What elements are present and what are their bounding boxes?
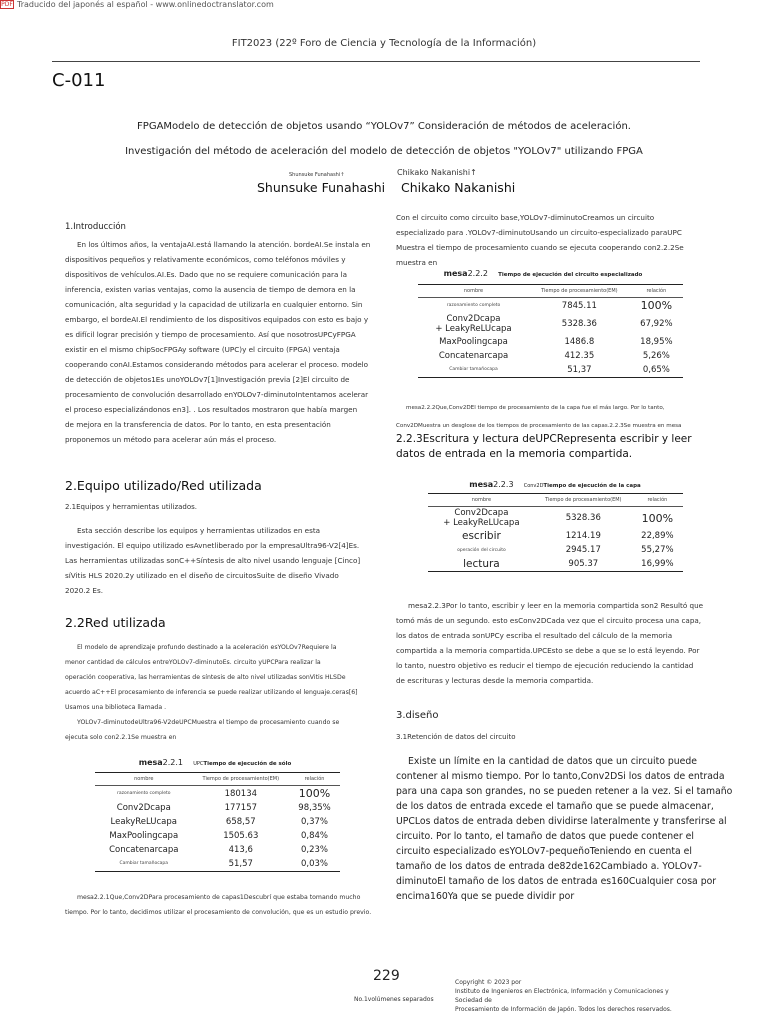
- text-line: comunicación, alta seguridad y la capacidad de utilizarla en cualquier entorno. Sin: [65, 300, 363, 309]
- text-line: procesamiento de convolución desarrollado enYOLOv7-diminutoIntentamos acelerar: [65, 390, 369, 399]
- table-cell-name: Cambiar tamañocapa: [449, 367, 498, 373]
- table-cell-ratio: 98,35%: [298, 803, 331, 813]
- text-line: contener al mismo tiempo. Por lo tanto,Conv2DSi los datos de entrada: [396, 771, 725, 782]
- section22-paragraph: [65, 640, 385, 715]
- table-row: [418, 313, 683, 335]
- table1: [95, 772, 340, 872]
- text-line: 2020.2 Es.: [65, 586, 104, 595]
- table-cell-time: 51,37: [567, 364, 592, 375]
- table-cell-ratio: 0,84%: [301, 831, 329, 841]
- table-cell-time: 51,57: [228, 858, 253, 869]
- table2: [418, 284, 683, 378]
- section21-paragraph: [65, 523, 385, 598]
- text-line: especializado para .YOLOv7-diminutoUsando un circuito-especializado paraUPC: [396, 228, 682, 237]
- table-cell-name: LeakyReLUcapa: [110, 817, 177, 827]
- header-divider: [52, 61, 700, 62]
- text-line: investigación. El equipo utilizado esAvnetliberado por la empresaUltra96-V2[4]Es.: [65, 541, 360, 550]
- text-line: El modelo de aprendizaje profundo destinado a la aceleración esYOLOv7Requiere la: [77, 644, 337, 651]
- table-row: [418, 349, 683, 363]
- text-line: proponemos un método para acelerar aún más el proceso.: [65, 435, 277, 444]
- table3-caption: [425, 480, 685, 489]
- table-cell-time: 5328.36: [565, 513, 601, 523]
- table1-caption: [95, 758, 335, 767]
- paper-code: C-011: [52, 70, 106, 91]
- text-line: circuito especializado esYOLOv7-pequeñoTeniendo en cuenta el: [396, 846, 692, 857]
- table2-body: [418, 298, 683, 378]
- volume-note: No.1volúmenes separados: [354, 996, 434, 1003]
- table-cell-time: 658,57: [225, 817, 256, 827]
- text-line: es difícil lograr precisión y tiempo de procesamiento. Así que nosotrosUPCyFPGA: [65, 330, 356, 339]
- table-cell-name: MaxPoolingcapa: [439, 337, 508, 347]
- text-line: Muestra el tiempo de procesamiento cuando se ejecuta cooperando con2.2.2Se: [396, 243, 684, 252]
- table-row: [95, 843, 340, 857]
- table-cell-name: Conv2Dcapa: [116, 803, 171, 813]
- table-cell-ratio: 55,27%: [641, 545, 674, 555]
- table-header-cell: relación: [646, 288, 667, 294]
- table-cell-time: 180134: [224, 788, 258, 799]
- text-line: el proceso especializándonos en3]. . Los resultados mostraron que había margen: [65, 405, 358, 414]
- table-cell-ratio: 5,26%: [642, 351, 670, 361]
- table-cell-ratio: 0,23%: [301, 845, 329, 855]
- text-line: muestra en: [396, 258, 438, 267]
- table-cell-time: 412.35: [564, 351, 595, 361]
- table-header-cell: Tiempo de procesamiento(EM): [545, 497, 622, 503]
- text-line: existir en el mismo chipSocFPGAy software (UPC)y el circuito (FPGA) ventaja: [65, 345, 340, 354]
- copyright-line2: Instituto de Ingenieros en Electrónica, Información y Comunicaciones y Sociedad de: [455, 988, 669, 1004]
- table-row: [428, 557, 683, 572]
- table-cell-time: 1505.63: [223, 831, 259, 841]
- text-line: de detección de objetos1Es unoYOLOv7[1]Investigación previa [2]El circuito de: [65, 375, 350, 384]
- table-cell-ratio: 0,65%: [642, 364, 670, 375]
- text-line: lo tanto, nuestro objetivo es reducir el tiempo de ejecución reduciendo la cantidad: [396, 661, 694, 670]
- text-line: encima160Ya que se puede dividir por: [396, 891, 575, 902]
- table3: [428, 493, 683, 572]
- after-table2-line2: Conv2DMuestra un desglose de los tiempos de procesamiento de las capas.2.2.3Se muestra en mesa: [396, 423, 682, 429]
- table-cell-ratio: 18,95%: [640, 337, 673, 347]
- text-line: tomó más de un segundo. esto esConv2DCada vez que el circuito procesa una capa,: [396, 616, 702, 625]
- table-cell-ratio: 100%: [641, 511, 674, 525]
- table-cell-name: Concatenarcapa: [109, 845, 179, 855]
- table1-caption-mesa: mesa: [138, 758, 163, 767]
- intro-paragraph: [65, 237, 385, 447]
- after-table2-big: 2.2.3Escritura y lectura deUPCRepresenta escribir y leer datos de entrada en la memoria compartida.: [396, 433, 692, 460]
- table-header-cell: nombre: [134, 776, 154, 782]
- table-cell-name: razonamiento completo: [446, 303, 501, 308]
- table-cell-ratio: 0,03%: [301, 858, 329, 869]
- page-number: 229: [373, 968, 400, 984]
- translator-logo-icon: PDF: [1, 1, 13, 8]
- after-table2-line1: mesa2.2.2Que,Conv2DEl tiempo de procesamiento de la capa fue el más largo. Por lo tanto,: [406, 405, 665, 411]
- table-cell-time: 7845.11: [561, 300, 597, 311]
- conference-header: FIT2023 (22º Foro de Ciencia y Tecnología de la Información): [231, 38, 537, 49]
- table-cell-time: 905.37: [568, 559, 599, 569]
- text-line: Usamos una biblioteca llamada .: [65, 704, 167, 711]
- table3-caption-num: 2.2.3: [493, 480, 514, 489]
- table-row: [428, 543, 683, 557]
- text-line: mesa2.2.1Que,Conv2DPara procesamiento de capas1Descubrí que estaba tomando mucho: [77, 894, 361, 901]
- table1-caption-num: 2.2.1: [162, 758, 184, 767]
- table1-body: [95, 786, 340, 872]
- table2-header-row: [418, 285, 683, 298]
- table-cell-time: 5328.36: [561, 319, 597, 329]
- table-cell-name: razonamiento completo: [117, 791, 171, 796]
- table-cell-ratio: 0,37%: [301, 817, 329, 827]
- table-row: [95, 801, 340, 815]
- text-line: síVitis HLS 2020.2y utilizado en el diseño de circuitosSuite de diseño Vivado: [65, 571, 339, 580]
- table-cell-ratio: 22,89%: [641, 531, 674, 541]
- section31-paragraph: [396, 754, 733, 904]
- text-line: dispositivos de vehículos.AI.Es. Dado que no se requiere comunicación para la: [65, 270, 348, 279]
- table-cell-name: operación del circuito: [457, 547, 506, 553]
- table-header-cell: relación: [647, 497, 668, 503]
- table-header-cell: Tiempo de procesamiento(EM): [202, 776, 280, 782]
- copyright-block: [455, 978, 695, 1014]
- table-cell-name: Cambiar tamañocapa: [119, 861, 169, 867]
- table-header-cell: relación: [304, 776, 325, 782]
- text-line: Con el circuito como circuito base,YOLOv7-diminutoCreamos un circuito: [396, 213, 655, 222]
- table-row: [95, 786, 340, 802]
- author2-small: Chikako Nakanishi↑: [397, 168, 477, 177]
- table-cell-name: Concatenarcapa: [438, 351, 509, 361]
- copyright-line3: Procesamiento de Información de Japón. Todos los derechos reservados.: [455, 1006, 672, 1013]
- table-cell-time: 177157: [224, 803, 258, 813]
- author1-small: Shunsuke Funahashi↑: [289, 172, 345, 178]
- text-line: cooperando conAI.Estamos considerando métodos para acelerar el proceso. modelo: [65, 360, 369, 369]
- table-cell-name: lectura: [463, 558, 500, 570]
- section2-heading: 2.Equipo utilizado/Red utilizada: [65, 478, 262, 493]
- table-header-cell: Tiempo de procesamiento(EM): [541, 288, 618, 294]
- section3-heading: 3.diseño: [396, 710, 439, 721]
- table-cell-time: 1214.19: [565, 531, 601, 541]
- text-line: acuerdo aC++El procesamiento de inferencia se puede realizar utilizando el lenguaje.ceras[6]: [65, 689, 358, 696]
- text-line: diminutoEl tamaño de los datos de entrada es160Cualquier cosa por: [396, 876, 717, 887]
- table-cell-name: MaxPoolingcapa: [109, 831, 179, 841]
- table-cell-time: 413,6: [228, 845, 253, 855]
- title-line1: FPGAModelo de detección de objetos usando “YOLOv7” Consideración de métodos de aceleración.: [137, 121, 631, 132]
- table-row: [418, 363, 683, 377]
- table3-caption-mesa: mesa: [469, 480, 494, 489]
- table-row: [418, 335, 683, 349]
- table-cell-ratio: 16,99%: [641, 559, 674, 569]
- table-row: [428, 507, 683, 530]
- text-line: de mejora en la transferencia de datos. Por lo tanto, en esta presentación: [65, 420, 331, 429]
- text-line: operación cooperativa, las herramientas de síntesis de alto nivel utilizadas sonVitis HLSDe: [65, 674, 346, 681]
- section31-heading: 3.1Retención de datos del circuito: [396, 733, 516, 741]
- text-line: tamaño de los datos de entrada de82de162Cambiado a. YOLOv7-: [396, 861, 702, 872]
- table-cell-name: Conv2Dcapa + LeakyReLUcapa: [435, 314, 512, 334]
- right-top-paragraph: [396, 210, 706, 270]
- text-line: ejecuta solo con2.2.1Se muestra en: [65, 734, 177, 741]
- table-header-cell: nombre: [463, 288, 484, 294]
- text-line: inferencia, existen varias ventajas, como la ausencia de tiempo de demora en la: [65, 285, 356, 294]
- table-row: [95, 857, 340, 871]
- copyright-line1: Copyright © 2023 por: [455, 979, 522, 986]
- table-cell-name: Conv2Dcapa + LeakyReLUcapa: [443, 508, 520, 528]
- section21-heading: 2.1Equipos y herramientas utilizados.: [65, 503, 198, 511]
- text-line: tiempo. Por lo tanto, decidimos utilizar el procesamiento de convolución, que es un estudio previo.: [65, 909, 372, 916]
- intro-heading: 1.Introducción: [65, 222, 126, 232]
- table3-header-row: [428, 494, 683, 507]
- section22-heading: 2.2Red utilizada: [65, 615, 166, 630]
- text-line: circuito. Por lo tanto, el tamaño de datos que puede contener el: [396, 831, 694, 842]
- table-row: [95, 829, 340, 843]
- table-cell-time: 1486.8: [564, 337, 595, 347]
- after-table3-paragraph: [396, 598, 706, 688]
- text-line: En los últimos años, la ventajaAI.está llamando la atención. bordeAI.Se instala en: [77, 240, 371, 249]
- text-line: Existe un límite en la cantidad de datos que un circuito puede: [408, 756, 698, 767]
- table-cell-ratio: 67,92%: [640, 319, 673, 329]
- text-line: menor cantidad de cálculos entreYOLOv7-diminutoEs. circuito yUPCPara realizar la: [65, 659, 321, 666]
- text-line: Esta sección describe los equipos y herramientas utilizados en esta: [77, 526, 321, 535]
- translator-banner[interactable]: [0, 0, 274, 9]
- table3-body: [428, 507, 683, 572]
- table1-caption-bold: Tiempo de ejecución de sólo: [203, 761, 292, 767]
- table2-caption-mesa: mesa: [443, 269, 468, 278]
- table3-caption-small: Conv2D: [523, 483, 544, 489]
- title-line2: Investigación del método de aceleración del modelo de detección de objetos "YOLOv7" utilizando FPGA: [125, 146, 643, 157]
- translator-note: Traducido del japonés al español - www.onlinedoctranslator.com: [17, 0, 274, 9]
- text-line: dispositivos pequeños y relativamente económicos, como teléfonos móviles y: [65, 255, 346, 264]
- text-line: para una capa son grandes, no se pueden retener a la vez. Si el tamaño: [396, 786, 733, 797]
- table1-header-row: [95, 773, 340, 786]
- text-line: mesa2.2.3Por lo tanto, escribir y leer en la memoria compartida son2 Resultó que: [408, 601, 704, 610]
- table-cell-name: escribir: [461, 530, 501, 542]
- author1-name: Shunsuke Funahashi: [257, 180, 386, 195]
- table-cell-time: 2945.17: [565, 545, 601, 555]
- text-line: embargo, el bordeAI.El rendimiento de los dispositivos equipados con esto es bajo y: [65, 315, 369, 324]
- table-cell-ratio: 100%: [640, 299, 673, 312]
- table2-caption-bold: Tiempo de ejecución del circuito especializado: [498, 272, 643, 278]
- table1-caption-small: UPC: [193, 761, 204, 767]
- author2-name: Chikako Nakanishi: [401, 180, 516, 195]
- text-line: de escrituras y lecturas desde la memoria compartida.: [396, 676, 594, 685]
- table-header-cell: nombre: [471, 497, 492, 503]
- table2-caption: [418, 269, 668, 278]
- table3-caption-bold: Tiempo de ejecución de la capa: [543, 483, 641, 489]
- after-table1-paragraph: [65, 890, 385, 920]
- text-line: compartida a la memoria compartida.UPCEsto se debe a que se lo está leyendo. Por: [396, 646, 700, 655]
- table-row: [428, 529, 683, 543]
- text-line: YOLOv7-diminutodeUltra96-V2deUPCMuestra el tiempo de procesamiento cuando se: [77, 719, 340, 726]
- text-line: Las herramientas utilizadas sonC++Síntesis de alto nivel usando lenguaje [Cinco]: [65, 556, 361, 565]
- section22-paragraph2: [65, 715, 385, 745]
- table-cell-ratio: 100%: [298, 787, 331, 800]
- table2-caption-num: 2.2.2: [467, 269, 488, 278]
- table-row: [95, 815, 340, 829]
- text-line: UPCLos datos de entrada deben dividirse lateralmente y transferirse al: [396, 816, 727, 827]
- text-line: los datos de entrada sonUPCy escriba el resultado del cálculo de la memoria: [396, 631, 673, 640]
- table-row: [418, 298, 683, 314]
- text-line: de los datos de entrada excede el tamaño que se puede almacenar,: [396, 801, 714, 812]
